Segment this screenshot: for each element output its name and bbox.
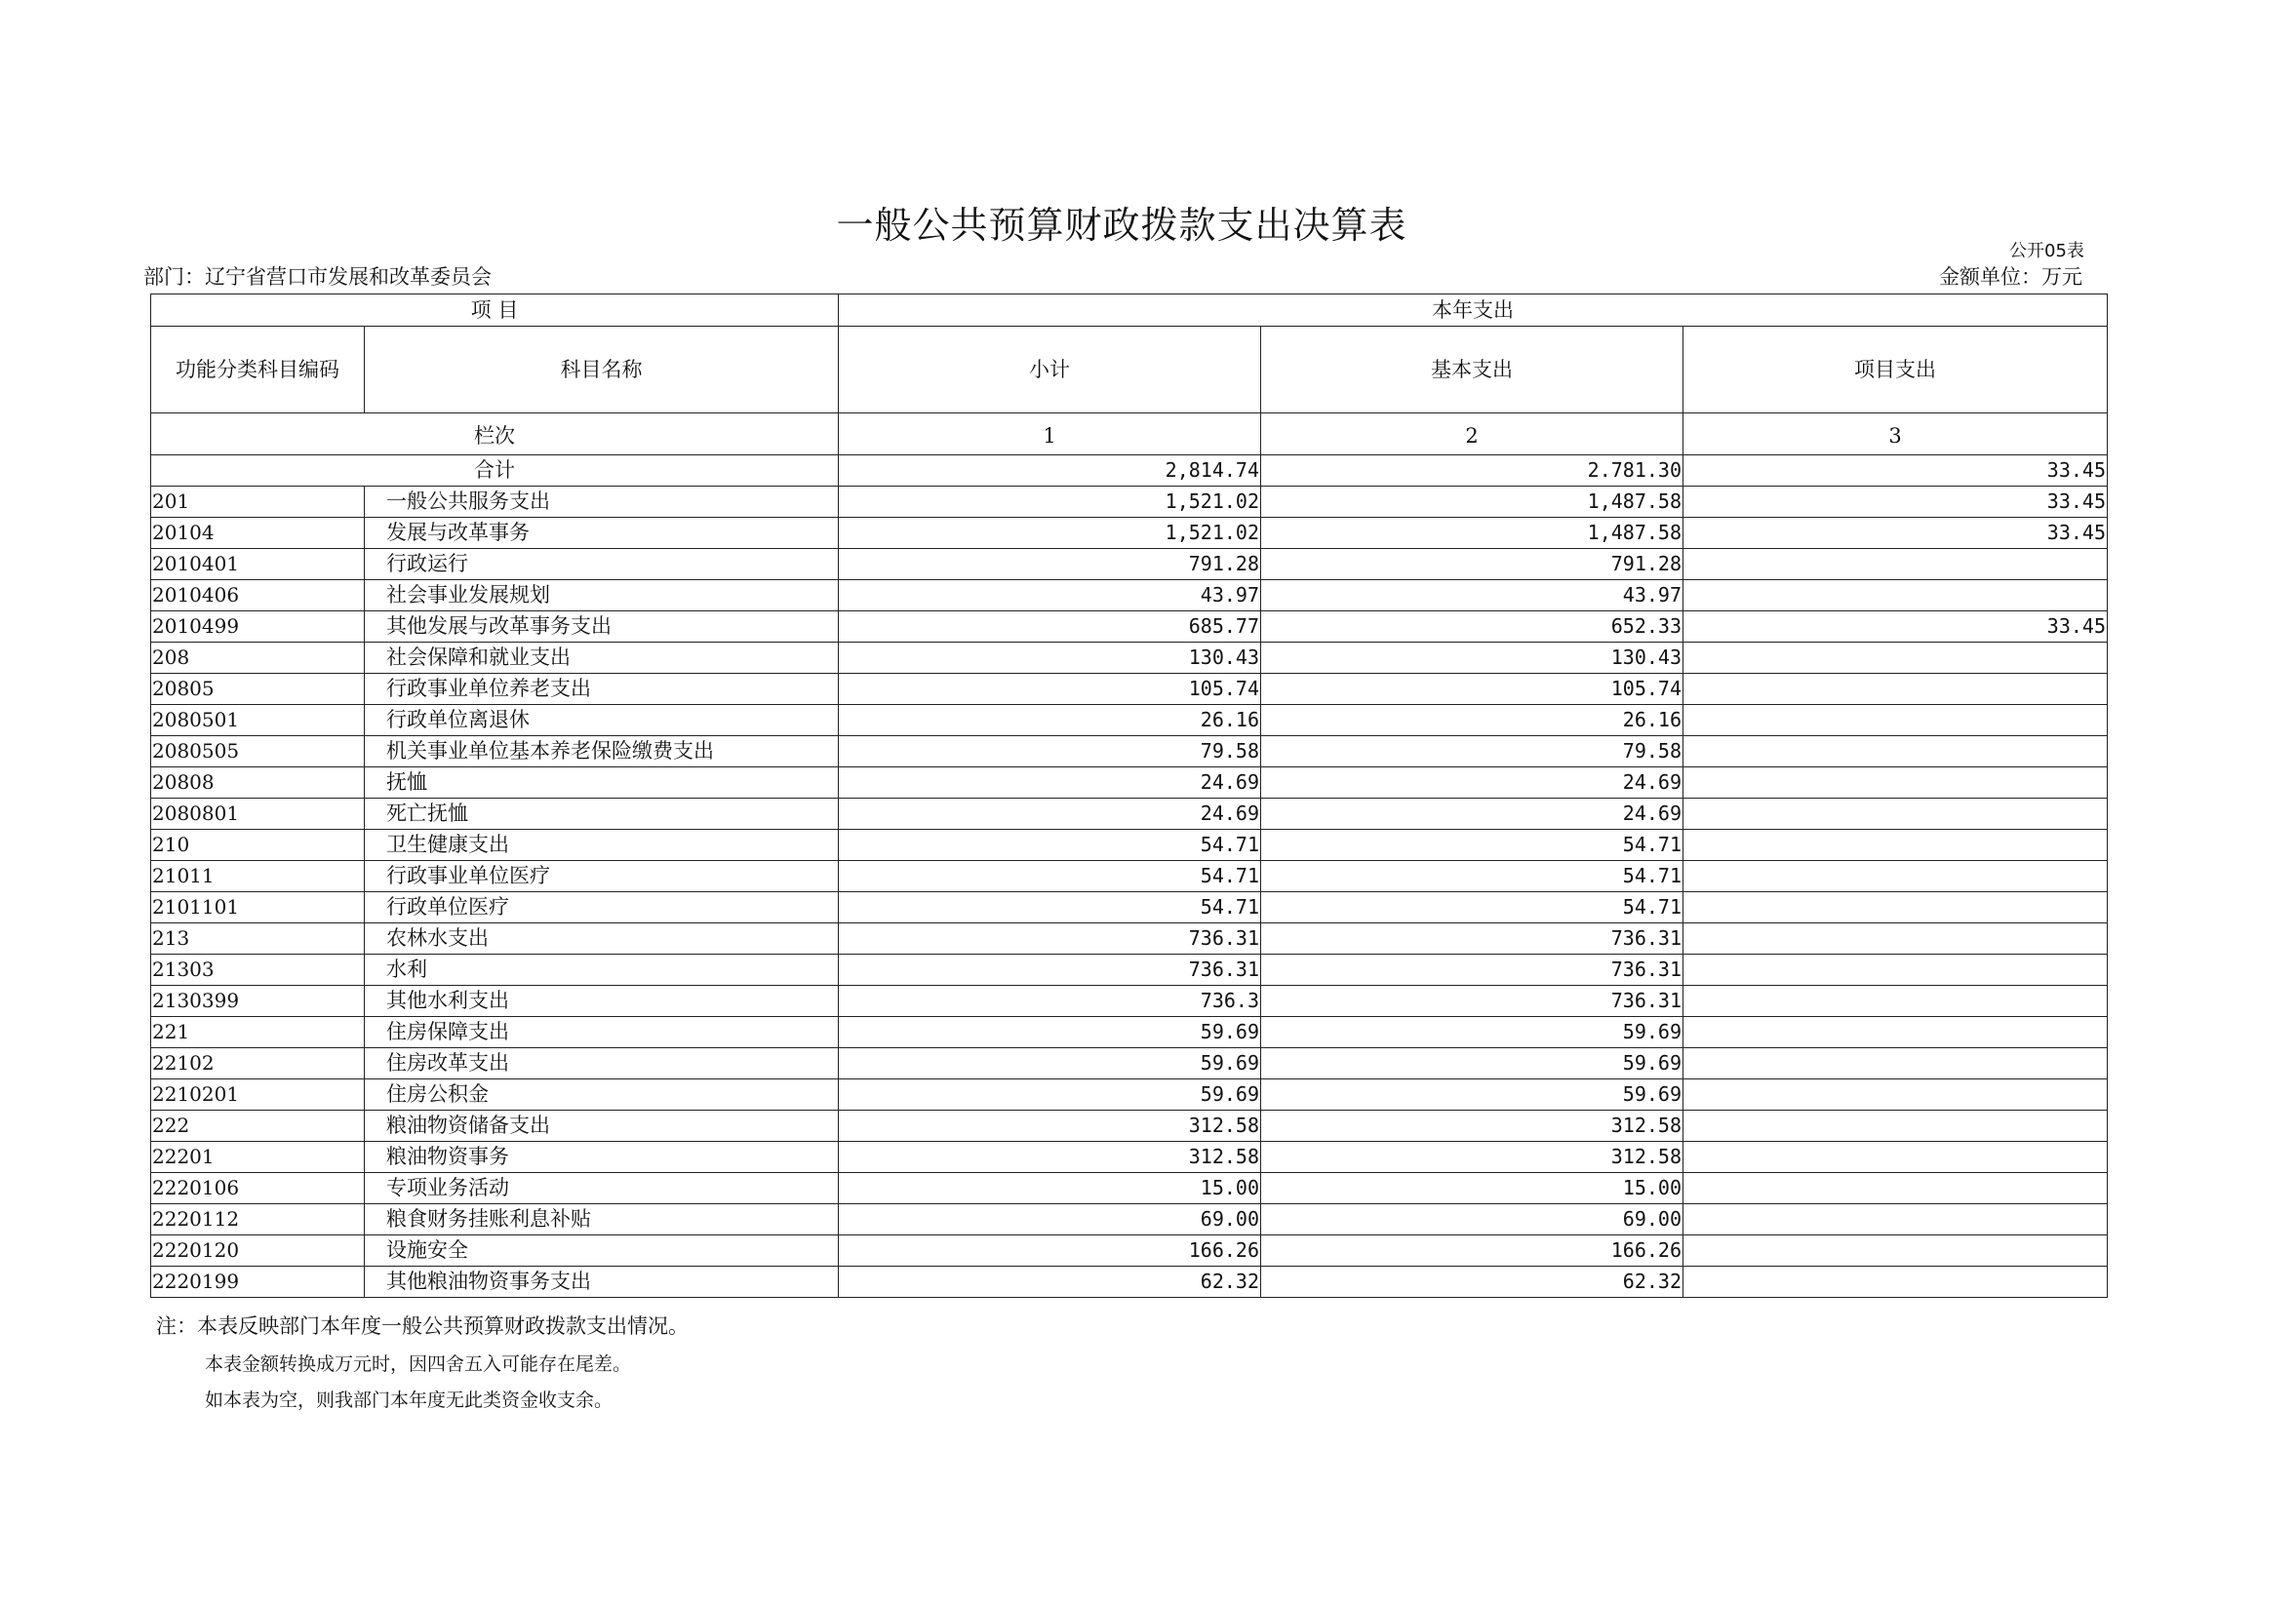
table-row xyxy=(151,705,2108,736)
note-line-2: 本表金额转换成万元时，因四舍五入可能存在尾差。 xyxy=(205,1353,632,1375)
row-subtotal: 79.58 xyxy=(839,736,1261,767)
table-row xyxy=(151,487,2108,518)
row-name: 粮油物资事务 xyxy=(365,1142,839,1173)
row-subtotal: 69.00 xyxy=(839,1204,1261,1235)
row-code: 2010401 xyxy=(151,549,365,580)
row-basic: 69.00 xyxy=(1261,1204,1683,1235)
row-name: 设施安全 xyxy=(365,1235,839,1267)
row-project xyxy=(1683,986,2108,1017)
department-label: 部门：辽宁省营口市发展和改革委员会 xyxy=(143,265,492,289)
row-project xyxy=(1683,643,2108,674)
table-row xyxy=(151,1111,2108,1142)
row-subtotal: 130.43 xyxy=(839,643,1261,674)
row-subtotal: 312.58 xyxy=(839,1111,1261,1142)
table-row xyxy=(151,643,2108,674)
row-basic: 54.71 xyxy=(1261,892,1683,923)
column-number-3: 3 xyxy=(1683,413,2108,455)
row-basic: 791.28 xyxy=(1261,549,1683,580)
row-code: 2010499 xyxy=(151,611,365,643)
row-basic: 43.97 xyxy=(1261,580,1683,611)
row-name: 社会事业发展规划 xyxy=(365,580,839,611)
row-subtotal: 26.16 xyxy=(839,705,1261,736)
header-row-column-numbers xyxy=(151,413,2108,455)
row-basic: 59.69 xyxy=(1261,1079,1683,1111)
row-project xyxy=(1683,799,2108,830)
row-code: 222 xyxy=(151,1111,365,1142)
row-subtotal: 1,521.02 xyxy=(839,487,1261,518)
row-name: 抚恤 xyxy=(365,767,839,799)
row-name: 死亡抚恤 xyxy=(365,799,839,830)
row-name: 行政事业单位医疗 xyxy=(365,861,839,892)
row-code: 2210201 xyxy=(151,1079,365,1111)
note-line-3: 如本表为空，则我部门本年度无此类资金收支余。 xyxy=(205,1390,614,1411)
row-code: 221 xyxy=(151,1017,365,1048)
row-code: 20104 xyxy=(151,518,365,549)
row-subtotal: 43.97 xyxy=(839,580,1261,611)
row-basic: 59.69 xyxy=(1261,1048,1683,1079)
row-project xyxy=(1683,861,2108,892)
row-name: 住房改革支出 xyxy=(365,1048,839,1079)
column-number-2: 2 xyxy=(1261,413,1683,455)
row-subtotal: 736.31 xyxy=(839,923,1261,955)
row-project: 33.45 xyxy=(1683,611,2108,643)
row-name: 其他粮油物资事务支出 xyxy=(365,1267,839,1298)
row-subtotal: 24.69 xyxy=(839,799,1261,830)
header-current-year: 本年支出 xyxy=(839,294,2108,327)
row-project xyxy=(1683,1267,2108,1298)
total-basic: 2.781.30 xyxy=(1261,455,1683,487)
row-name: 粮食财务挂账利息补贴 xyxy=(365,1204,839,1235)
row-code: 213 xyxy=(151,923,365,955)
row-basic: 312.58 xyxy=(1261,1142,1683,1173)
table-row xyxy=(151,736,2108,767)
row-code: 2220106 xyxy=(151,1173,365,1204)
header-basic: 基本支出 xyxy=(1261,327,1683,413)
row-code: 2080801 xyxy=(151,799,365,830)
table-row xyxy=(151,830,2108,861)
note-line-1: 注：本表反映部门本年度一般公共预算财政拨款支出情况。 xyxy=(156,1314,689,1338)
row-basic: 736.31 xyxy=(1261,955,1683,986)
row-code: 210 xyxy=(151,830,365,861)
row-name: 住房公积金 xyxy=(365,1079,839,1111)
row-project: 33.45 xyxy=(1683,518,2108,549)
row-subtotal: 59.69 xyxy=(839,1048,1261,1079)
table-row xyxy=(151,580,2108,611)
table-row xyxy=(151,1267,2108,1298)
table-row xyxy=(151,955,2108,986)
table-row xyxy=(151,611,2108,643)
row-name: 专项业务活动 xyxy=(365,1173,839,1204)
row-subtotal: 166.26 xyxy=(839,1235,1261,1267)
expenditure-table xyxy=(150,294,2108,1298)
amount-unit-label: 金额单位：万元 xyxy=(1939,265,2082,289)
row-subtotal: 791.28 xyxy=(839,549,1261,580)
row-project xyxy=(1683,736,2108,767)
row-basic: 54.71 xyxy=(1261,830,1683,861)
row-name: 行政运行 xyxy=(365,549,839,580)
row-subtotal: 1,521.02 xyxy=(839,518,1261,549)
row-subtotal: 62.32 xyxy=(839,1267,1261,1298)
row-subtotal: 59.69 xyxy=(839,1017,1261,1048)
row-name: 行政事业单位养老支出 xyxy=(365,674,839,705)
header-subtotal: 小计 xyxy=(839,327,1261,413)
row-subtotal: 736.3 xyxy=(839,986,1261,1017)
row-code: 2080505 xyxy=(151,736,365,767)
row-name: 行政单位医疗 xyxy=(365,892,839,923)
row-basic: 59.69 xyxy=(1261,1017,1683,1048)
row-project xyxy=(1683,923,2108,955)
table-row xyxy=(151,1173,2108,1204)
row-subtotal: 736.31 xyxy=(839,955,1261,986)
row-project xyxy=(1683,705,2108,736)
row-basic: 24.69 xyxy=(1261,767,1683,799)
row-basic: 54.71 xyxy=(1261,861,1683,892)
row-name: 机关事业单位基本养老保险缴费支出 xyxy=(365,736,839,767)
row-name: 农林水支出 xyxy=(365,923,839,955)
row-basic: 166.26 xyxy=(1261,1235,1683,1267)
total-project: 33.45 xyxy=(1683,455,2108,487)
table-row xyxy=(151,799,2108,830)
header-project: 项目支出 xyxy=(1683,327,2108,413)
column-label: 栏次 xyxy=(151,413,839,455)
table-row xyxy=(151,1235,2108,1267)
table-row xyxy=(151,1017,2108,1048)
table-row xyxy=(151,1142,2108,1173)
row-project xyxy=(1683,1235,2108,1267)
table-row xyxy=(151,518,2108,549)
row-basic: 130.43 xyxy=(1261,643,1683,674)
row-project xyxy=(1683,767,2108,799)
row-code: 2130399 xyxy=(151,986,365,1017)
row-subtotal: 105.74 xyxy=(839,674,1261,705)
row-subtotal: 24.69 xyxy=(839,767,1261,799)
row-name: 一般公共服务支出 xyxy=(365,487,839,518)
row-code: 2220112 xyxy=(151,1204,365,1235)
table-row xyxy=(151,986,2108,1017)
row-code: 201 xyxy=(151,487,365,518)
row-subtotal: 312.58 xyxy=(839,1142,1261,1173)
row-code: 21011 xyxy=(151,861,365,892)
row-basic: 24.69 xyxy=(1261,799,1683,830)
row-basic: 26.16 xyxy=(1261,705,1683,736)
row-project xyxy=(1683,955,2108,986)
table-row xyxy=(151,1079,2108,1111)
table-row xyxy=(151,674,2108,705)
row-name: 粮油物资储备支出 xyxy=(365,1111,839,1142)
row-name: 行政单位离退休 xyxy=(365,705,839,736)
row-project xyxy=(1683,580,2108,611)
form-number: 公开05表 xyxy=(2009,241,2084,261)
row-basic: 652.33 xyxy=(1261,611,1683,643)
row-project xyxy=(1683,830,2108,861)
table-row xyxy=(151,923,2108,955)
row-name: 其他发展与改革事务支出 xyxy=(365,611,839,643)
header-item: 项 目 xyxy=(151,294,839,327)
table-row xyxy=(151,892,2108,923)
row-basic: 1,487.58 xyxy=(1261,518,1683,549)
row-code: 22201 xyxy=(151,1142,365,1173)
header-row-columns xyxy=(151,327,2108,413)
total-row xyxy=(151,455,2108,487)
row-name: 社会保障和就业支出 xyxy=(365,643,839,674)
row-subtotal: 685.77 xyxy=(839,611,1261,643)
row-project: 33.45 xyxy=(1683,487,2108,518)
row-project xyxy=(1683,1142,2108,1173)
row-code: 2220199 xyxy=(151,1267,365,1298)
table-row xyxy=(151,1048,2108,1079)
row-project xyxy=(1683,1111,2108,1142)
row-name: 其他水利支出 xyxy=(365,986,839,1017)
row-subtotal: 54.71 xyxy=(839,892,1261,923)
row-project xyxy=(1683,549,2108,580)
row-project xyxy=(1683,1017,2108,1048)
row-code: 208 xyxy=(151,643,365,674)
row-code: 21303 xyxy=(151,955,365,986)
row-project xyxy=(1683,674,2108,705)
row-project xyxy=(1683,1173,2108,1204)
header-name: 科目名称 xyxy=(365,327,839,413)
row-basic: 15.00 xyxy=(1261,1173,1683,1204)
row-name: 住房保障支出 xyxy=(365,1017,839,1048)
row-code: 2010406 xyxy=(151,580,365,611)
total-subtotal: 2,814.74 xyxy=(839,455,1261,487)
row-code: 22102 xyxy=(151,1048,365,1079)
row-basic: 62.32 xyxy=(1261,1267,1683,1298)
row-basic: 736.31 xyxy=(1261,923,1683,955)
row-basic: 79.58 xyxy=(1261,736,1683,767)
row-basic: 312.58 xyxy=(1261,1111,1683,1142)
header-row-top xyxy=(151,294,2108,327)
row-code: 2101101 xyxy=(151,892,365,923)
table-row xyxy=(151,1204,2108,1235)
header-code: 功能分类科目编码 xyxy=(151,327,365,413)
row-code: 2220120 xyxy=(151,1235,365,1267)
table-row xyxy=(151,861,2108,892)
row-name: 水利 xyxy=(365,955,839,986)
row-project xyxy=(1683,1079,2108,1111)
column-number-1: 1 xyxy=(839,413,1261,455)
row-subtotal: 54.71 xyxy=(839,830,1261,861)
row-project xyxy=(1683,1204,2108,1235)
row-code: 20805 xyxy=(151,674,365,705)
row-name: 卫生健康支出 xyxy=(365,830,839,861)
row-code: 2080501 xyxy=(151,705,365,736)
row-project xyxy=(1683,892,2108,923)
page-title: 一般公共预算财政拨款支出决算表 xyxy=(836,204,1407,247)
row-basic: 105.74 xyxy=(1261,674,1683,705)
table-row xyxy=(151,767,2108,799)
row-subtotal: 59.69 xyxy=(839,1079,1261,1111)
row-basic: 1,487.58 xyxy=(1261,487,1683,518)
row-subtotal: 15.00 xyxy=(839,1173,1261,1204)
row-subtotal: 54.71 xyxy=(839,861,1261,892)
table-row xyxy=(151,549,2108,580)
row-project xyxy=(1683,1048,2108,1079)
row-code: 20808 xyxy=(151,767,365,799)
row-basic: 736.31 xyxy=(1261,986,1683,1017)
row-name: 发展与改革事务 xyxy=(365,518,839,549)
total-label: 合计 xyxy=(151,455,839,487)
